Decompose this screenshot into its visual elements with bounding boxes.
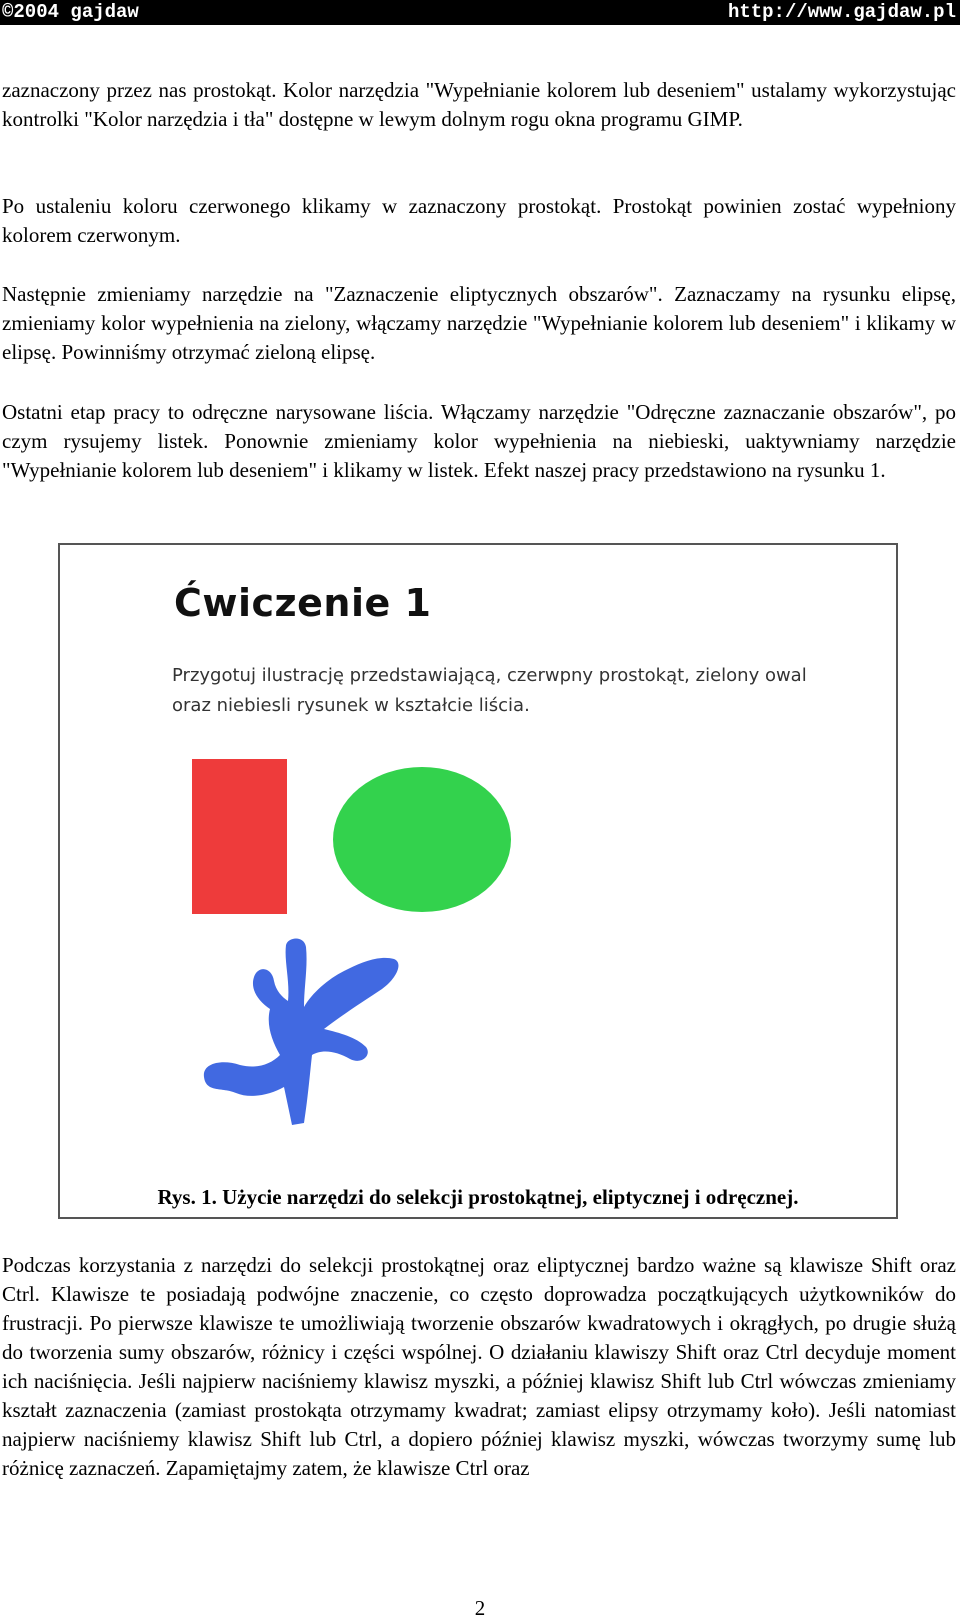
figure (58, 543, 898, 1219)
figure-description: Przygotuj ilustrację przedstawiającą, czerwpny prostokąt, zielony owal oraz niebiesli rysunek w kształcie liścia. (172, 665, 807, 716)
paragraph: Ostatni etap pracy to odręczne narysowane liścia. Włączamy narzędzie "Odręczne zaznaczanie obszarów", po czym rysujemy listek. Ponownie zmieniamy kolor wypełnienia na niebieski, uaktywniamy narzędzie "Wypełnianie kolorem lub deseniem" i klikamy w listek. Efekt naszej pracy przedstawiono na rysunku 1. (2, 400, 956, 482)
blue-leaf-shape (200, 937, 400, 1127)
page-header (0, 0, 960, 25)
website-url: http://www.gajdaw.pl (727, 1, 956, 23)
red-rectangle (192, 759, 287, 914)
copyright-text: ©2004 gajdaw (2, 1, 139, 23)
green-ellipse (333, 767, 511, 912)
page-number: 2 (474, 1596, 486, 1620)
figure-title: Ćwiczenie 1 (174, 581, 432, 625)
figure-caption: Rys. 1. Użycie narzędzi do selekcji prostokątnej, eliptycznej i odręcznej. (157, 1185, 799, 1209)
paragraph: Podczas korzystania z narzędzi do selekcji prostokątnej oraz eliptycznej bardzo ważne są klawisze Shift oraz Ctrl. Klawisze te posiadają podwójne znaczenie, co często doprowadza początkujących użytkowników do frustracji. Po pierwsze klawisze te umożliwiają tworzenie obszarów kwadratowych i okrągłych, po drugie służą do tworzenia sumy obszarów, różnicy i części wspólnej. O działaniu klawiszy Shift oraz Ctrl decyduje moment ich naciśnięcia. Jeśli najpierw naciśniemy klawisz myszki, a później klawisz Shift lub Ctrl wówczas zmieniamy kształt zaznaczenia (zamiast prostokąta otrzymamy kwadrat; zamiast elipsy otrzymamy koło). Jeśli natomiast najpierw naciśniemy klawisz Shift lub Ctrl, a dopiero później klawisz myszki, wówczas tworzymy sumę lub różnicę zaznaczeń. Zapamiętajmy zatem, że klawisze Ctrl oraz (2, 1253, 956, 1480)
paragraph: zaznaczony przez nas prostokąt. Kolor narzędzia "Wypełnianie kolorem lub deseniem" ustalamy wykorzystując kontrolki "Kolor narzędzia i tła" dostępne w lewym dolnym rogu okna programu GIMP. (2, 78, 956, 131)
paragraph: Następnie zmieniamy narzędzie na "Zaznaczenie eliptycznych obszarów". Zaznaczamy na rysunku elipsę, zmieniamy kolor wypełnienia na zielony, włączamy narzędzie "Wypełnianie kolorem lub deseniem" i klikamy w elipsę. Powinniśmy otrzymać zieloną elipsę. (2, 282, 956, 364)
paragraph: Po ustaleniu koloru czerwonego klikamy w zaznaczony prostokąt. Prostokąt powinien zostać wypełniony kolorem czerwonym. (2, 194, 956, 247)
